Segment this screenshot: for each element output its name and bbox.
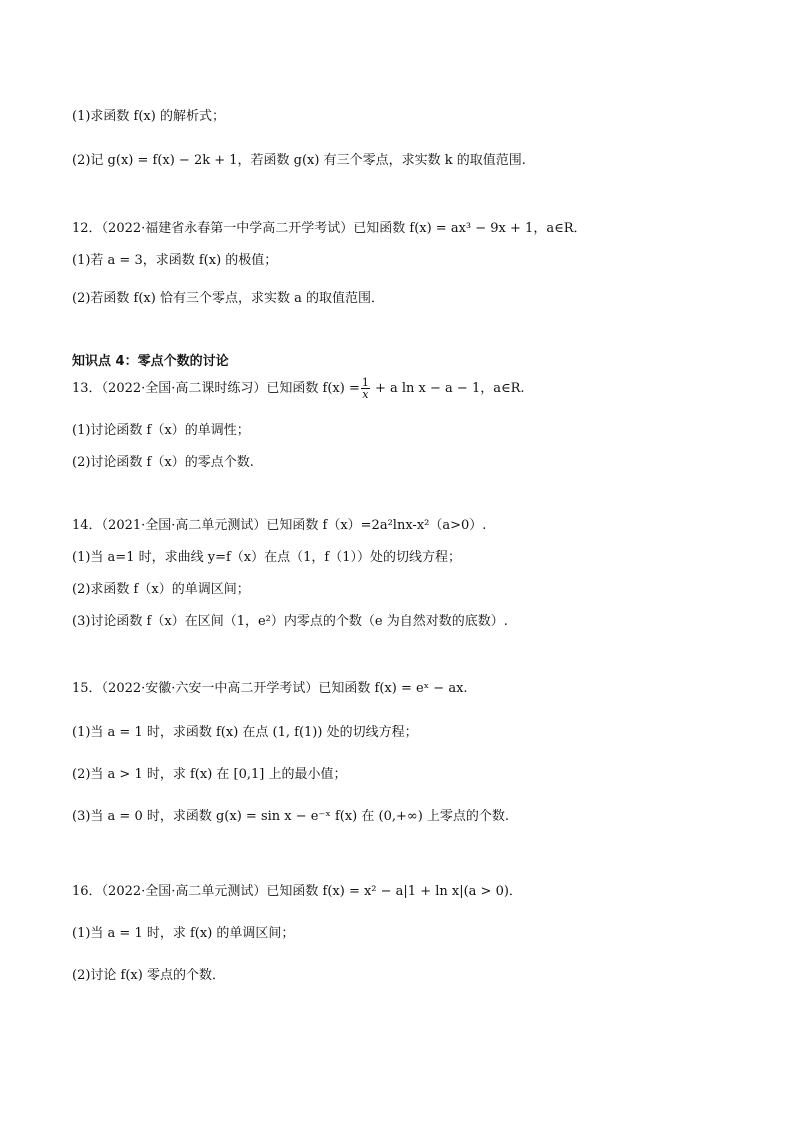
q13-stem-suffix: + a ln x − a − 1，a∈R.: [370, 381, 525, 396]
q13-stem-prefix: 13．（2022·全国·高二课时练习）已知函数 f(x) =: [72, 381, 360, 396]
q16-part1: (1)当 a = 1 时，求 f(x) 的单调区间；: [72, 926, 295, 941]
q14-stem: 14．（2021·全国·高二单元测试）已知函数 f（x）=2a²lnx-x²（a>0）.: [72, 518, 487, 533]
q15-part1: (1)当 a = 1 时，求函数 f(x) 在点 (1, f(1)) 处的切线方程；: [72, 725, 418, 740]
q14-part3: (3)讨论函数 f（x）在区间（1，e²）内零点的个数（e 为自然对数的底数）.: [72, 614, 508, 629]
q12-part2: (2)若函数 f(x) 恰有三个零点，求实数 a 的取值范围．: [72, 291, 384, 306]
fraction: [361, 377, 370, 400]
q12-stem: 12．（2022·福建省永春第一中学高二开学考试）已知函数 f(x) = ax³ − 9x + 1，a∈R．: [72, 221, 587, 236]
fraction-denominator: x: [362, 388, 369, 401]
fraction-numerator: 1: [361, 376, 369, 389]
q13-part2: (2)讨论函数 f（x）的零点个数.: [72, 455, 254, 470]
q15-stem: 15．（2022·安徽·六安一中高二开学考试）已知函数 f(x) = eˣ − ax.: [72, 681, 468, 696]
q13-stem: [72, 377, 525, 400]
q11-part2: (2)记 g(x) = f(x) − 2k + 1，若函数 g(x) 有三个零点，求实数 k 的取值范围.: [72, 153, 526, 168]
section-heading: 知识点 4：零点个数的讨论: [72, 354, 229, 369]
q16-part2: (2)讨论 f(x) 零点的个数．: [72, 968, 225, 983]
q15-part2: (2)当 a > 1 时，求 f(x) 在 [0,1] 上的最小值；: [72, 767, 347, 782]
q14-part2: (2)求函数 f（x）的单调区间；: [72, 582, 250, 597]
q13-part1: (1)讨论函数 f（x）的单调性；: [72, 423, 250, 438]
q15-part3: (3)当 a = 0 时，求函数 g(x) = sin x − e⁻ˣ f(x) 在 (0,+∞) 上零点的个数.: [72, 809, 510, 824]
q16-stem: 16．（2022·全国·高二单元测试）已知函数 f(x) = x² − a|1 + ln x|(a > 0)．: [72, 884, 522, 899]
q12-part1: (1)若 a = 3，求函数 f(x) 的极值；: [72, 253, 278, 268]
q14-part1: (1)当 a=1 时，求曲线 y=f（x）在点（1，f（1））处的切线方程；: [72, 550, 461, 565]
q11-part1: (1)求函数 f(x) 的解析式；: [72, 109, 225, 124]
